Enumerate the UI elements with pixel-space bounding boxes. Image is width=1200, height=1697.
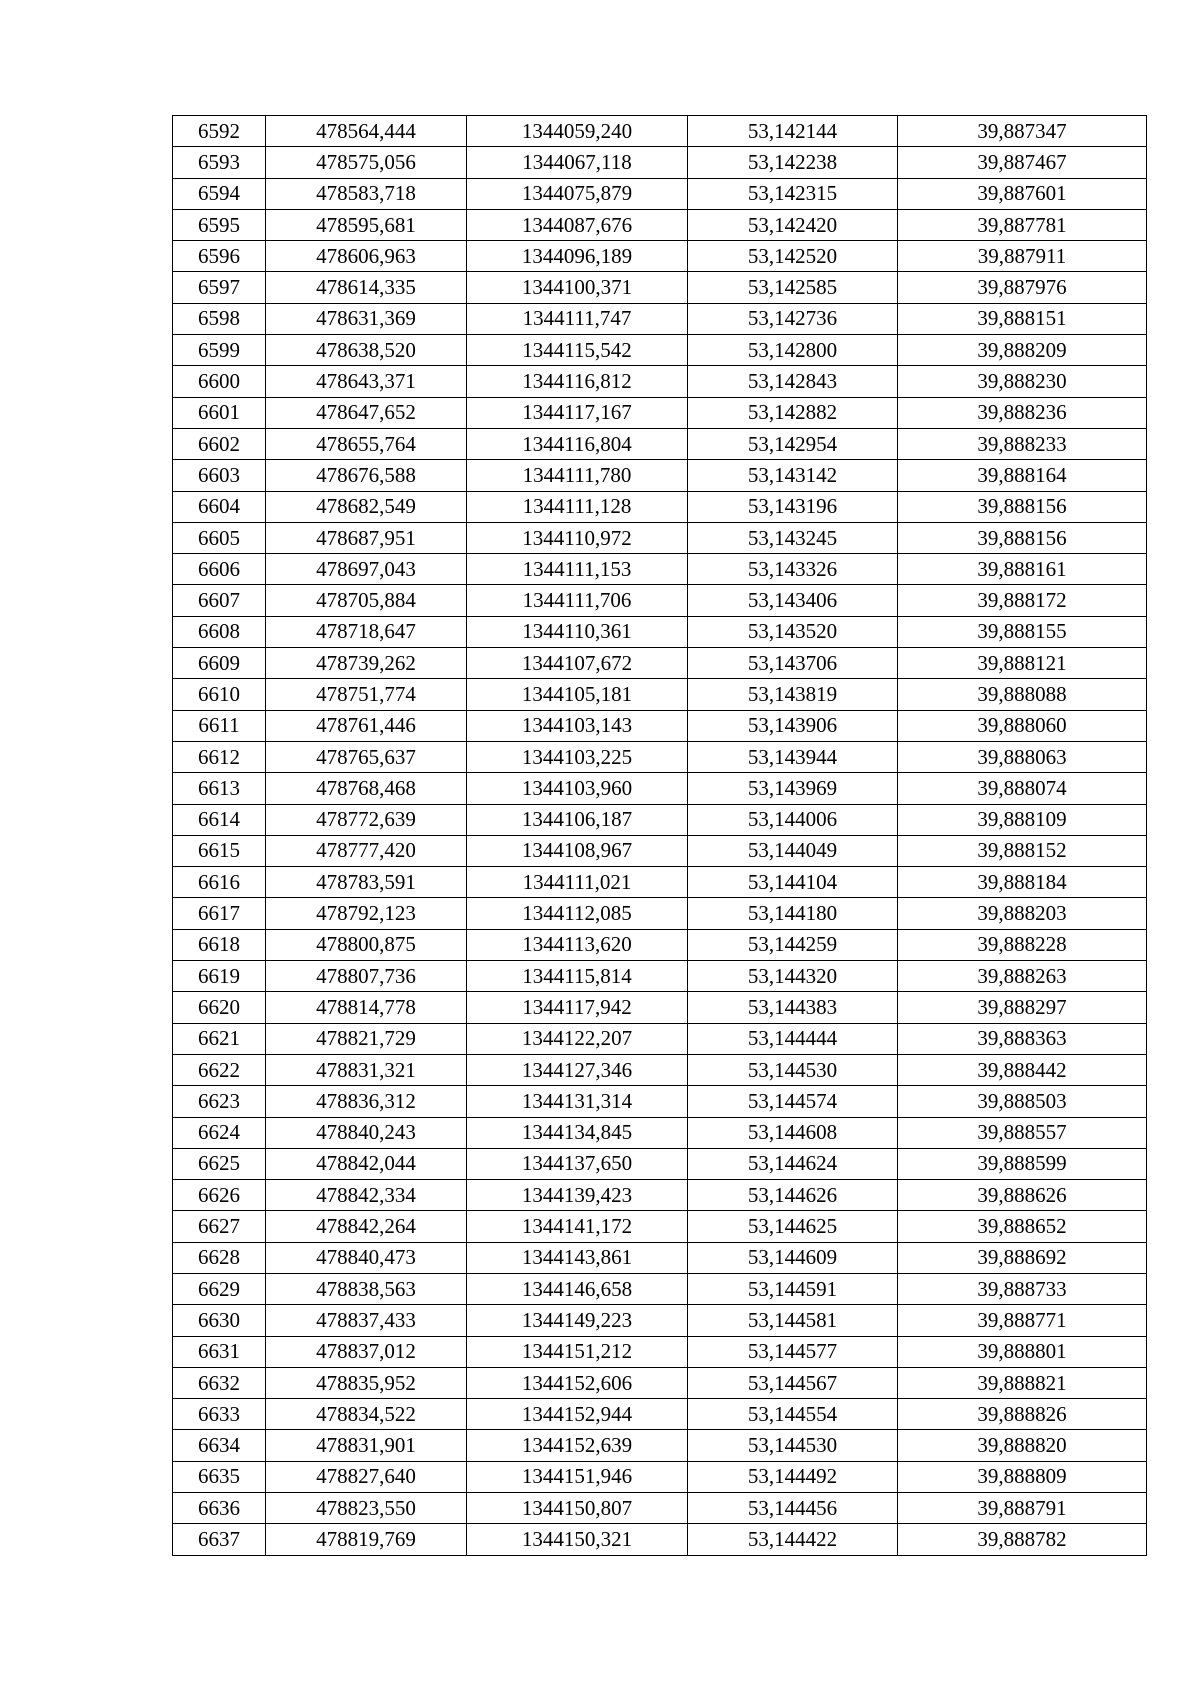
y-coordinate-cell: 1344151,212 [467, 1336, 688, 1367]
table-row [173, 460, 1147, 491]
table-row [173, 335, 1147, 366]
x-coordinate-cell: 478655,764 [266, 428, 467, 459]
y-coordinate-cell: 1344139,423 [467, 1180, 688, 1211]
table-row [173, 835, 1147, 866]
x-coordinate-cell: 478840,473 [266, 1242, 467, 1273]
point-number-cell: 6626 [173, 1180, 266, 1211]
point-number-cell: 6623 [173, 1086, 266, 1117]
y-coordinate-cell: 1344111,021 [467, 867, 688, 898]
point-number-cell: 6592 [173, 116, 266, 147]
y-coordinate-cell: 1344110,972 [467, 522, 688, 553]
x-coordinate-cell: 478768,468 [266, 773, 467, 804]
y-coordinate-cell: 1344108,967 [467, 835, 688, 866]
point-number-cell: 6607 [173, 585, 266, 616]
x-coordinate-cell: 478837,433 [266, 1305, 467, 1336]
latitude-cell: 53,144608 [688, 1117, 898, 1148]
x-coordinate-cell: 478807,736 [266, 961, 467, 992]
y-coordinate-cell: 1344106,187 [467, 804, 688, 835]
table-row [173, 1180, 1147, 1211]
y-coordinate-cell: 1344150,807 [467, 1493, 688, 1524]
longitude-cell: 39,888821 [898, 1367, 1147, 1398]
x-coordinate-cell: 478814,778 [266, 992, 467, 1023]
latitude-cell: 53,144609 [688, 1242, 898, 1273]
y-coordinate-cell: 1344127,346 [467, 1054, 688, 1085]
longitude-cell: 39,888172 [898, 585, 1147, 616]
x-coordinate-cell: 478751,774 [266, 679, 467, 710]
latitude-cell: 53,143196 [688, 491, 898, 522]
longitude-cell: 39,888692 [898, 1242, 1147, 1273]
latitude-cell: 53,142420 [688, 209, 898, 240]
longitude-cell: 39,888184 [898, 867, 1147, 898]
point-number-cell: 6605 [173, 522, 266, 553]
x-coordinate-cell: 478564,444 [266, 116, 467, 147]
latitude-cell: 53,142144 [688, 116, 898, 147]
longitude-cell: 39,888155 [898, 616, 1147, 647]
y-coordinate-cell: 1344152,606 [467, 1367, 688, 1398]
longitude-cell: 39,888088 [898, 679, 1147, 710]
x-coordinate-cell: 478842,334 [266, 1180, 467, 1211]
latitude-cell: 53,144259 [688, 929, 898, 960]
point-number-cell: 6600 [173, 366, 266, 397]
latitude-cell: 53,144574 [688, 1086, 898, 1117]
point-number-cell: 6614 [173, 804, 266, 835]
table-row [173, 710, 1147, 741]
longitude-cell: 39,888156 [898, 491, 1147, 522]
x-coordinate-cell: 478772,639 [266, 804, 467, 835]
table-row [173, 147, 1147, 178]
longitude-cell: 39,888263 [898, 961, 1147, 992]
table-row [173, 491, 1147, 522]
latitude-cell: 53,142954 [688, 428, 898, 459]
x-coordinate-cell: 478682,549 [266, 491, 467, 522]
longitude-cell: 39,888156 [898, 522, 1147, 553]
point-number-cell: 6606 [173, 554, 266, 585]
x-coordinate-cell: 478575,056 [266, 147, 467, 178]
longitude-cell: 39,887976 [898, 272, 1147, 303]
y-coordinate-cell: 1344067,118 [467, 147, 688, 178]
longitude-cell: 39,888230 [898, 366, 1147, 397]
x-coordinate-cell: 478834,522 [266, 1399, 467, 1430]
table-row [173, 1023, 1147, 1054]
longitude-cell: 39,888771 [898, 1305, 1147, 1336]
table-row [173, 1430, 1147, 1461]
longitude-cell: 39,888626 [898, 1180, 1147, 1211]
latitude-cell: 53,144492 [688, 1461, 898, 1492]
x-coordinate-cell: 478831,321 [266, 1054, 467, 1085]
latitude-cell: 53,144577 [688, 1336, 898, 1367]
x-coordinate-cell: 478835,952 [266, 1367, 467, 1398]
point-number-cell: 6619 [173, 961, 266, 992]
point-number-cell: 6598 [173, 303, 266, 334]
latitude-cell: 53,143969 [688, 773, 898, 804]
point-number-cell: 6634 [173, 1430, 266, 1461]
longitude-cell: 39,888503 [898, 1086, 1147, 1117]
x-coordinate-cell: 478783,591 [266, 867, 467, 898]
longitude-cell: 39,888236 [898, 397, 1147, 428]
x-coordinate-cell: 478840,243 [266, 1117, 467, 1148]
table-row [173, 1493, 1147, 1524]
y-coordinate-cell: 1344117,167 [467, 397, 688, 428]
table-row [173, 1336, 1147, 1367]
y-coordinate-cell: 1344151,946 [467, 1461, 688, 1492]
y-coordinate-cell: 1344115,814 [467, 961, 688, 992]
longitude-cell: 39,888161 [898, 554, 1147, 585]
table-row [173, 773, 1147, 804]
point-number-cell: 6602 [173, 428, 266, 459]
latitude-cell: 53,144581 [688, 1305, 898, 1336]
y-coordinate-cell: 1344111,128 [467, 491, 688, 522]
x-coordinate-cell: 478583,718 [266, 178, 467, 209]
x-coordinate-cell: 478831,901 [266, 1430, 467, 1461]
table-row [173, 867, 1147, 898]
latitude-cell: 53,143245 [688, 522, 898, 553]
point-number-cell: 6624 [173, 1117, 266, 1148]
y-coordinate-cell: 1344141,172 [467, 1211, 688, 1242]
point-number-cell: 6631 [173, 1336, 266, 1367]
longitude-cell: 39,888801 [898, 1336, 1147, 1367]
point-number-cell: 6629 [173, 1273, 266, 1304]
point-number-cell: 6611 [173, 710, 266, 741]
table-row [173, 241, 1147, 272]
point-number-cell: 6628 [173, 1242, 266, 1273]
x-coordinate-cell: 478606,963 [266, 241, 467, 272]
latitude-cell: 53,144320 [688, 961, 898, 992]
table-row [173, 428, 1147, 459]
y-coordinate-cell: 1344111,780 [467, 460, 688, 491]
latitude-cell: 53,143706 [688, 648, 898, 679]
point-number-cell: 6594 [173, 178, 266, 209]
latitude-cell: 53,142238 [688, 147, 898, 178]
table-row [173, 1524, 1147, 1555]
y-coordinate-cell: 1344087,676 [467, 209, 688, 240]
table-row [173, 898, 1147, 929]
longitude-cell: 39,887601 [898, 178, 1147, 209]
x-coordinate-cell: 478631,369 [266, 303, 467, 334]
x-coordinate-cell: 478761,446 [266, 710, 467, 741]
longitude-cell: 39,888733 [898, 1273, 1147, 1304]
x-coordinate-cell: 478827,640 [266, 1461, 467, 1492]
table-row [173, 1148, 1147, 1179]
longitude-cell: 39,888809 [898, 1461, 1147, 1492]
latitude-cell: 53,144006 [688, 804, 898, 835]
longitude-cell: 39,888791 [898, 1493, 1147, 1524]
longitude-cell: 39,887781 [898, 209, 1147, 240]
latitude-cell: 53,142736 [688, 303, 898, 334]
x-coordinate-cell: 478687,951 [266, 522, 467, 553]
point-number-cell: 6615 [173, 835, 266, 866]
longitude-cell: 39,888203 [898, 898, 1147, 929]
latitude-cell: 53,142800 [688, 335, 898, 366]
longitude-cell: 39,888652 [898, 1211, 1147, 1242]
y-coordinate-cell: 1344116,812 [467, 366, 688, 397]
latitude-cell: 53,142585 [688, 272, 898, 303]
x-coordinate-cell: 478821,729 [266, 1023, 467, 1054]
latitude-cell: 53,144049 [688, 835, 898, 866]
point-number-cell: 6603 [173, 460, 266, 491]
longitude-cell: 39,888121 [898, 648, 1147, 679]
latitude-cell: 53,143906 [688, 710, 898, 741]
y-coordinate-cell: 1344113,620 [467, 929, 688, 960]
table-row [173, 961, 1147, 992]
y-coordinate-cell: 1344059,240 [467, 116, 688, 147]
table-row [173, 1086, 1147, 1117]
point-number-cell: 6595 [173, 209, 266, 240]
latitude-cell: 53,143326 [688, 554, 898, 585]
table-row [173, 1117, 1147, 1148]
point-number-cell: 6593 [173, 147, 266, 178]
point-number-cell: 6637 [173, 1524, 266, 1555]
longitude-cell: 39,888599 [898, 1148, 1147, 1179]
y-coordinate-cell: 1344103,143 [467, 710, 688, 741]
latitude-cell: 53,144104 [688, 867, 898, 898]
longitude-cell: 39,887911 [898, 241, 1147, 272]
point-number-cell: 6608 [173, 616, 266, 647]
latitude-cell: 53,144422 [688, 1524, 898, 1555]
x-coordinate-cell: 478792,123 [266, 898, 467, 929]
point-number-cell: 6635 [173, 1461, 266, 1492]
x-coordinate-cell: 478638,520 [266, 335, 467, 366]
x-coordinate-cell: 478697,043 [266, 554, 467, 585]
latitude-cell: 53,142520 [688, 241, 898, 272]
point-number-cell: 6636 [173, 1493, 266, 1524]
x-coordinate-cell: 478777,420 [266, 835, 467, 866]
y-coordinate-cell: 1344131,314 [467, 1086, 688, 1117]
point-number-cell: 6630 [173, 1305, 266, 1336]
latitude-cell: 53,144554 [688, 1399, 898, 1430]
longitude-cell: 39,888782 [898, 1524, 1147, 1555]
x-coordinate-cell: 478739,262 [266, 648, 467, 679]
x-coordinate-cell: 478842,264 [266, 1211, 467, 1242]
y-coordinate-cell: 1344111,706 [467, 585, 688, 616]
longitude-cell: 39,888297 [898, 992, 1147, 1023]
y-coordinate-cell: 1344100,371 [467, 272, 688, 303]
longitude-cell: 39,888557 [898, 1117, 1147, 1148]
x-coordinate-cell: 478800,875 [266, 929, 467, 960]
point-number-cell: 6604 [173, 491, 266, 522]
table-row [173, 366, 1147, 397]
x-coordinate-cell: 478837,012 [266, 1336, 467, 1367]
table-row [173, 929, 1147, 960]
point-number-cell: 6616 [173, 867, 266, 898]
latitude-cell: 53,142315 [688, 178, 898, 209]
latitude-cell: 53,143406 [688, 585, 898, 616]
longitude-cell: 39,888109 [898, 804, 1147, 835]
table-row [173, 209, 1147, 240]
point-number-cell: 6633 [173, 1399, 266, 1430]
latitude-cell: 53,143520 [688, 616, 898, 647]
longitude-cell: 39,888164 [898, 460, 1147, 491]
y-coordinate-cell: 1344152,639 [467, 1430, 688, 1461]
point-number-cell: 6609 [173, 648, 266, 679]
latitude-cell: 53,142843 [688, 366, 898, 397]
x-coordinate-cell: 478643,371 [266, 366, 467, 397]
latitude-cell: 53,144383 [688, 992, 898, 1023]
latitude-cell: 53,144456 [688, 1493, 898, 1524]
point-number-cell: 6632 [173, 1367, 266, 1398]
table-row [173, 741, 1147, 772]
y-coordinate-cell: 1344146,658 [467, 1273, 688, 1304]
point-number-cell: 6610 [173, 679, 266, 710]
y-coordinate-cell: 1344103,225 [467, 741, 688, 772]
point-number-cell: 6621 [173, 1023, 266, 1054]
table-row [173, 116, 1147, 147]
table-row [173, 679, 1147, 710]
latitude-cell: 53,143142 [688, 460, 898, 491]
y-coordinate-cell: 1344105,181 [467, 679, 688, 710]
latitude-cell: 53,144180 [688, 898, 898, 929]
y-coordinate-cell: 1344149,223 [467, 1305, 688, 1336]
latitude-cell: 53,144444 [688, 1023, 898, 1054]
table-row [173, 397, 1147, 428]
x-coordinate-cell: 478836,312 [266, 1086, 467, 1117]
x-coordinate-cell: 478705,884 [266, 585, 467, 616]
point-number-cell: 6620 [173, 992, 266, 1023]
longitude-cell: 39,888209 [898, 335, 1147, 366]
x-coordinate-cell: 478819,769 [266, 1524, 467, 1555]
y-coordinate-cell: 1344111,153 [467, 554, 688, 585]
longitude-cell: 39,888063 [898, 741, 1147, 772]
point-number-cell: 6627 [173, 1211, 266, 1242]
latitude-cell: 53,144530 [688, 1054, 898, 1085]
latitude-cell: 53,144625 [688, 1211, 898, 1242]
latitude-cell: 53,143944 [688, 741, 898, 772]
longitude-cell: 39,888060 [898, 710, 1147, 741]
point-number-cell: 6612 [173, 741, 266, 772]
table-row [173, 585, 1147, 616]
point-number-cell: 6622 [173, 1054, 266, 1085]
y-coordinate-cell: 1344103,960 [467, 773, 688, 804]
point-number-cell: 6601 [173, 397, 266, 428]
latitude-cell: 53,142882 [688, 397, 898, 428]
point-number-cell: 6613 [173, 773, 266, 804]
point-number-cell: 6625 [173, 1148, 266, 1179]
y-coordinate-cell: 1344117,942 [467, 992, 688, 1023]
table-row [173, 303, 1147, 334]
table-row [173, 178, 1147, 209]
latitude-cell: 53,143819 [688, 679, 898, 710]
latitude-cell: 53,144567 [688, 1367, 898, 1398]
y-coordinate-cell: 1344111,747 [467, 303, 688, 334]
latitude-cell: 53,144624 [688, 1148, 898, 1179]
longitude-cell: 39,888152 [898, 835, 1147, 866]
table-row [173, 272, 1147, 303]
longitude-cell: 39,888151 [898, 303, 1147, 334]
y-coordinate-cell: 1344075,879 [467, 178, 688, 209]
longitude-cell: 39,888826 [898, 1399, 1147, 1430]
y-coordinate-cell: 1344116,804 [467, 428, 688, 459]
latitude-cell: 53,144530 [688, 1430, 898, 1461]
latitude-cell: 53,144591 [688, 1273, 898, 1304]
table-row [173, 804, 1147, 835]
y-coordinate-cell: 1344150,321 [467, 1524, 688, 1555]
point-number-cell: 6596 [173, 241, 266, 272]
longitude-cell: 39,887467 [898, 147, 1147, 178]
longitude-cell: 39,888233 [898, 428, 1147, 459]
table-row [173, 616, 1147, 647]
coordinates-table-body [173, 116, 1147, 1556]
longitude-cell: 39,888820 [898, 1430, 1147, 1461]
x-coordinate-cell: 478676,588 [266, 460, 467, 491]
table-row [173, 992, 1147, 1023]
longitude-cell: 39,888442 [898, 1054, 1147, 1085]
table-row [173, 1211, 1147, 1242]
point-number-cell: 6597 [173, 272, 266, 303]
y-coordinate-cell: 1344137,650 [467, 1148, 688, 1179]
table-row [173, 1242, 1147, 1273]
longitude-cell: 39,888228 [898, 929, 1147, 960]
x-coordinate-cell: 478595,681 [266, 209, 467, 240]
y-coordinate-cell: 1344112,085 [467, 898, 688, 929]
table-row [173, 1367, 1147, 1398]
x-coordinate-cell: 478765,637 [266, 741, 467, 772]
longitude-cell: 39,888363 [898, 1023, 1147, 1054]
y-coordinate-cell: 1344122,207 [467, 1023, 688, 1054]
coordinates-table [172, 115, 1147, 1556]
table-row [173, 1273, 1147, 1304]
table-row [173, 554, 1147, 585]
y-coordinate-cell: 1344096,189 [467, 241, 688, 272]
table-row [173, 522, 1147, 553]
point-number-cell: 6617 [173, 898, 266, 929]
y-coordinate-cell: 1344110,361 [467, 616, 688, 647]
y-coordinate-cell: 1344134,845 [467, 1117, 688, 1148]
table-row [173, 1054, 1147, 1085]
point-number-cell: 6618 [173, 929, 266, 960]
y-coordinate-cell: 1344107,672 [467, 648, 688, 679]
table-row [173, 648, 1147, 679]
longitude-cell: 39,888074 [898, 773, 1147, 804]
x-coordinate-cell: 478614,335 [266, 272, 467, 303]
x-coordinate-cell: 478842,044 [266, 1148, 467, 1179]
x-coordinate-cell: 478838,563 [266, 1273, 467, 1304]
table-row [173, 1399, 1147, 1430]
x-coordinate-cell: 478823,550 [266, 1493, 467, 1524]
table-row [173, 1305, 1147, 1336]
x-coordinate-cell: 478647,652 [266, 397, 467, 428]
y-coordinate-cell: 1344115,542 [467, 335, 688, 366]
y-coordinate-cell: 1344143,861 [467, 1242, 688, 1273]
latitude-cell: 53,144626 [688, 1180, 898, 1211]
point-number-cell: 6599 [173, 335, 266, 366]
x-coordinate-cell: 478718,647 [266, 616, 467, 647]
y-coordinate-cell: 1344152,944 [467, 1399, 688, 1430]
longitude-cell: 39,887347 [898, 116, 1147, 147]
table-row [173, 1461, 1147, 1492]
